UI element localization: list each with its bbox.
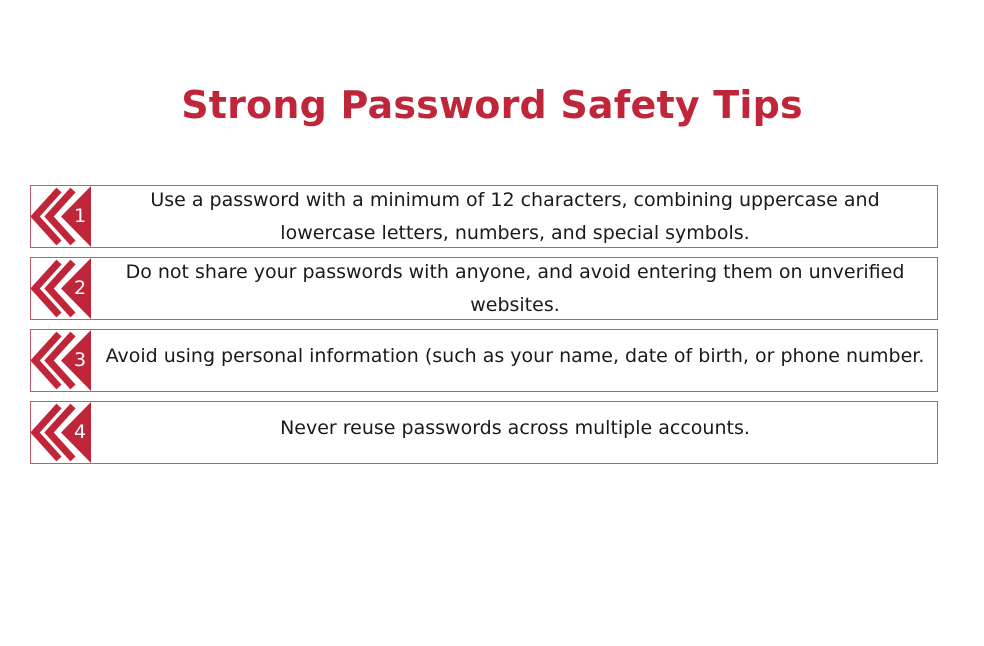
tip-number: 1: [73, 205, 87, 227]
tip-number: 3: [73, 349, 87, 371]
tip-text: Never reuse passwords across multiple accounts.: [280, 417, 750, 439]
tip-card: [30, 401, 938, 464]
page-title: Strong Password Safety Tips: [181, 83, 803, 127]
tip-text: Use a password with a minimum of 12 characters, combining uppercase and lowercase letters, numbers, and special symbols.: [150, 188, 880, 244]
tip-card: [30, 329, 938, 392]
tip-number: 2: [73, 277, 87, 299]
tip-text: Avoid using personal information (such as your name, date of birth, or phone number.: [105, 345, 925, 367]
tip-text: Do not share your passwords with anyone, and avoid entering them on unverified websites.: [125, 260, 905, 316]
tip-card: [30, 257, 938, 320]
tip-number: 4: [73, 421, 87, 443]
tip-card: [30, 185, 938, 248]
